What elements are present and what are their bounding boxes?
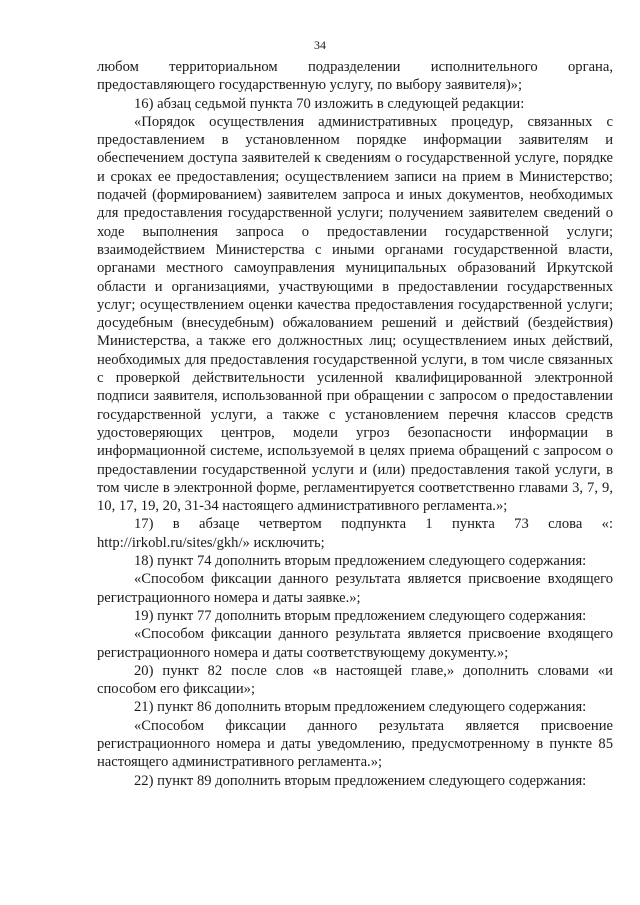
paragraph-item-18: 18) пункт 74 дополнить вторым предложением следующего содержания:: [134, 553, 587, 570]
paragraph-quote-item-18: «Способом фиксации данного результата является присвоение входящего регистрационного номера и даты заявке.»;: [97, 571, 613, 606]
paragraph-quote-item-21: «Способом фиксации данного результата является присвоение регистрационного номера и даты уведомлению, предусмотренному в пункте 85 настоящего административного регламента.»;: [97, 717, 613, 771]
paragraph-item-16: 16) абзац седьмой пункта 70 изложить в следующей редакции:: [134, 95, 525, 112]
paragraph-quote-item-19: «Способом фиксации данного результата является присвоение входящего регистрационного номера и даты соответствующему документу.»;: [97, 626, 613, 661]
page-number: 34: [314, 38, 326, 52]
paragraph-item-17: 17) в абзаце четвертом подпункта 1 пункта 73 слова «: http://irkobl.ru/sites/gkh/» исключить;: [97, 516, 613, 551]
paragraph-item-19: 19) пункт 77 дополнить вторым предложением следующего содержания:: [134, 607, 587, 624]
paragraph-quote-procedure: «Порядок осуществления административных процедур, связанных с предоставлением в установленном порядке информации заявителям и обеспечением доступа заявителей к сведениям о государственной услуге, порядке и сроках ее предоставления; осуществлением записи на прием в Министерство; подачей (формированием) заявителем запроса и иных документов, необходимых для предоставления государственной услуги; получением заявителем сведений о ходе выполнения запроса о предоставлении государственной услуги; взаимодействием Министерства с иными органами государственной власти, органами местного самоуправления муниципальных образований Иркутской области и организациями, участвующими в предоставлении государственных услуг; осуществлением оценки качества предоставления государственной услуги; досудебным (внесудебным) обжалованием решений и действий (бездействия) Министерства, а также его должностных лиц; осуществлением иных действий, необходимых для предоставления государственной услуги, в том числе связанных с проверкой действительности усиленной квалифицированной электронной подписи заявителя, использованной при обращении с запросом о предоставлении государственной услуги, а также с установлением перечня классов средств удостоверяющих центров, модели угроз безопасности информации в информационной системе, используемой в целях приема обращений с запросом о предоставлении государственной услуги и (или) предоставления такой услуги, в том числе в электронной форме, регламентируется соответственно главами 3, 7, 9, 10, 17, 19, 20, 31-34 настоящего административного регламента.»;: [97, 113, 613, 515]
paragraph-item-22: 22) пункт 89 дополнить вторым предложением следующего содержания:: [134, 772, 587, 789]
document-body: [97, 58, 613, 790]
paragraph-item-21: 21) пункт 86 дополнить вторым предложением следующего содержания:: [134, 699, 587, 716]
paragraph-item-20: 20) пункт 82 после слов «в настоящей главе,» дополнить словами «и способом его фиксации»;: [97, 662, 613, 698]
paragraph-continuation: любом территориальном подразделении исполнительного органа, предоставляющего государственную услугу, по выбору заявителя)»;: [97, 59, 613, 94]
